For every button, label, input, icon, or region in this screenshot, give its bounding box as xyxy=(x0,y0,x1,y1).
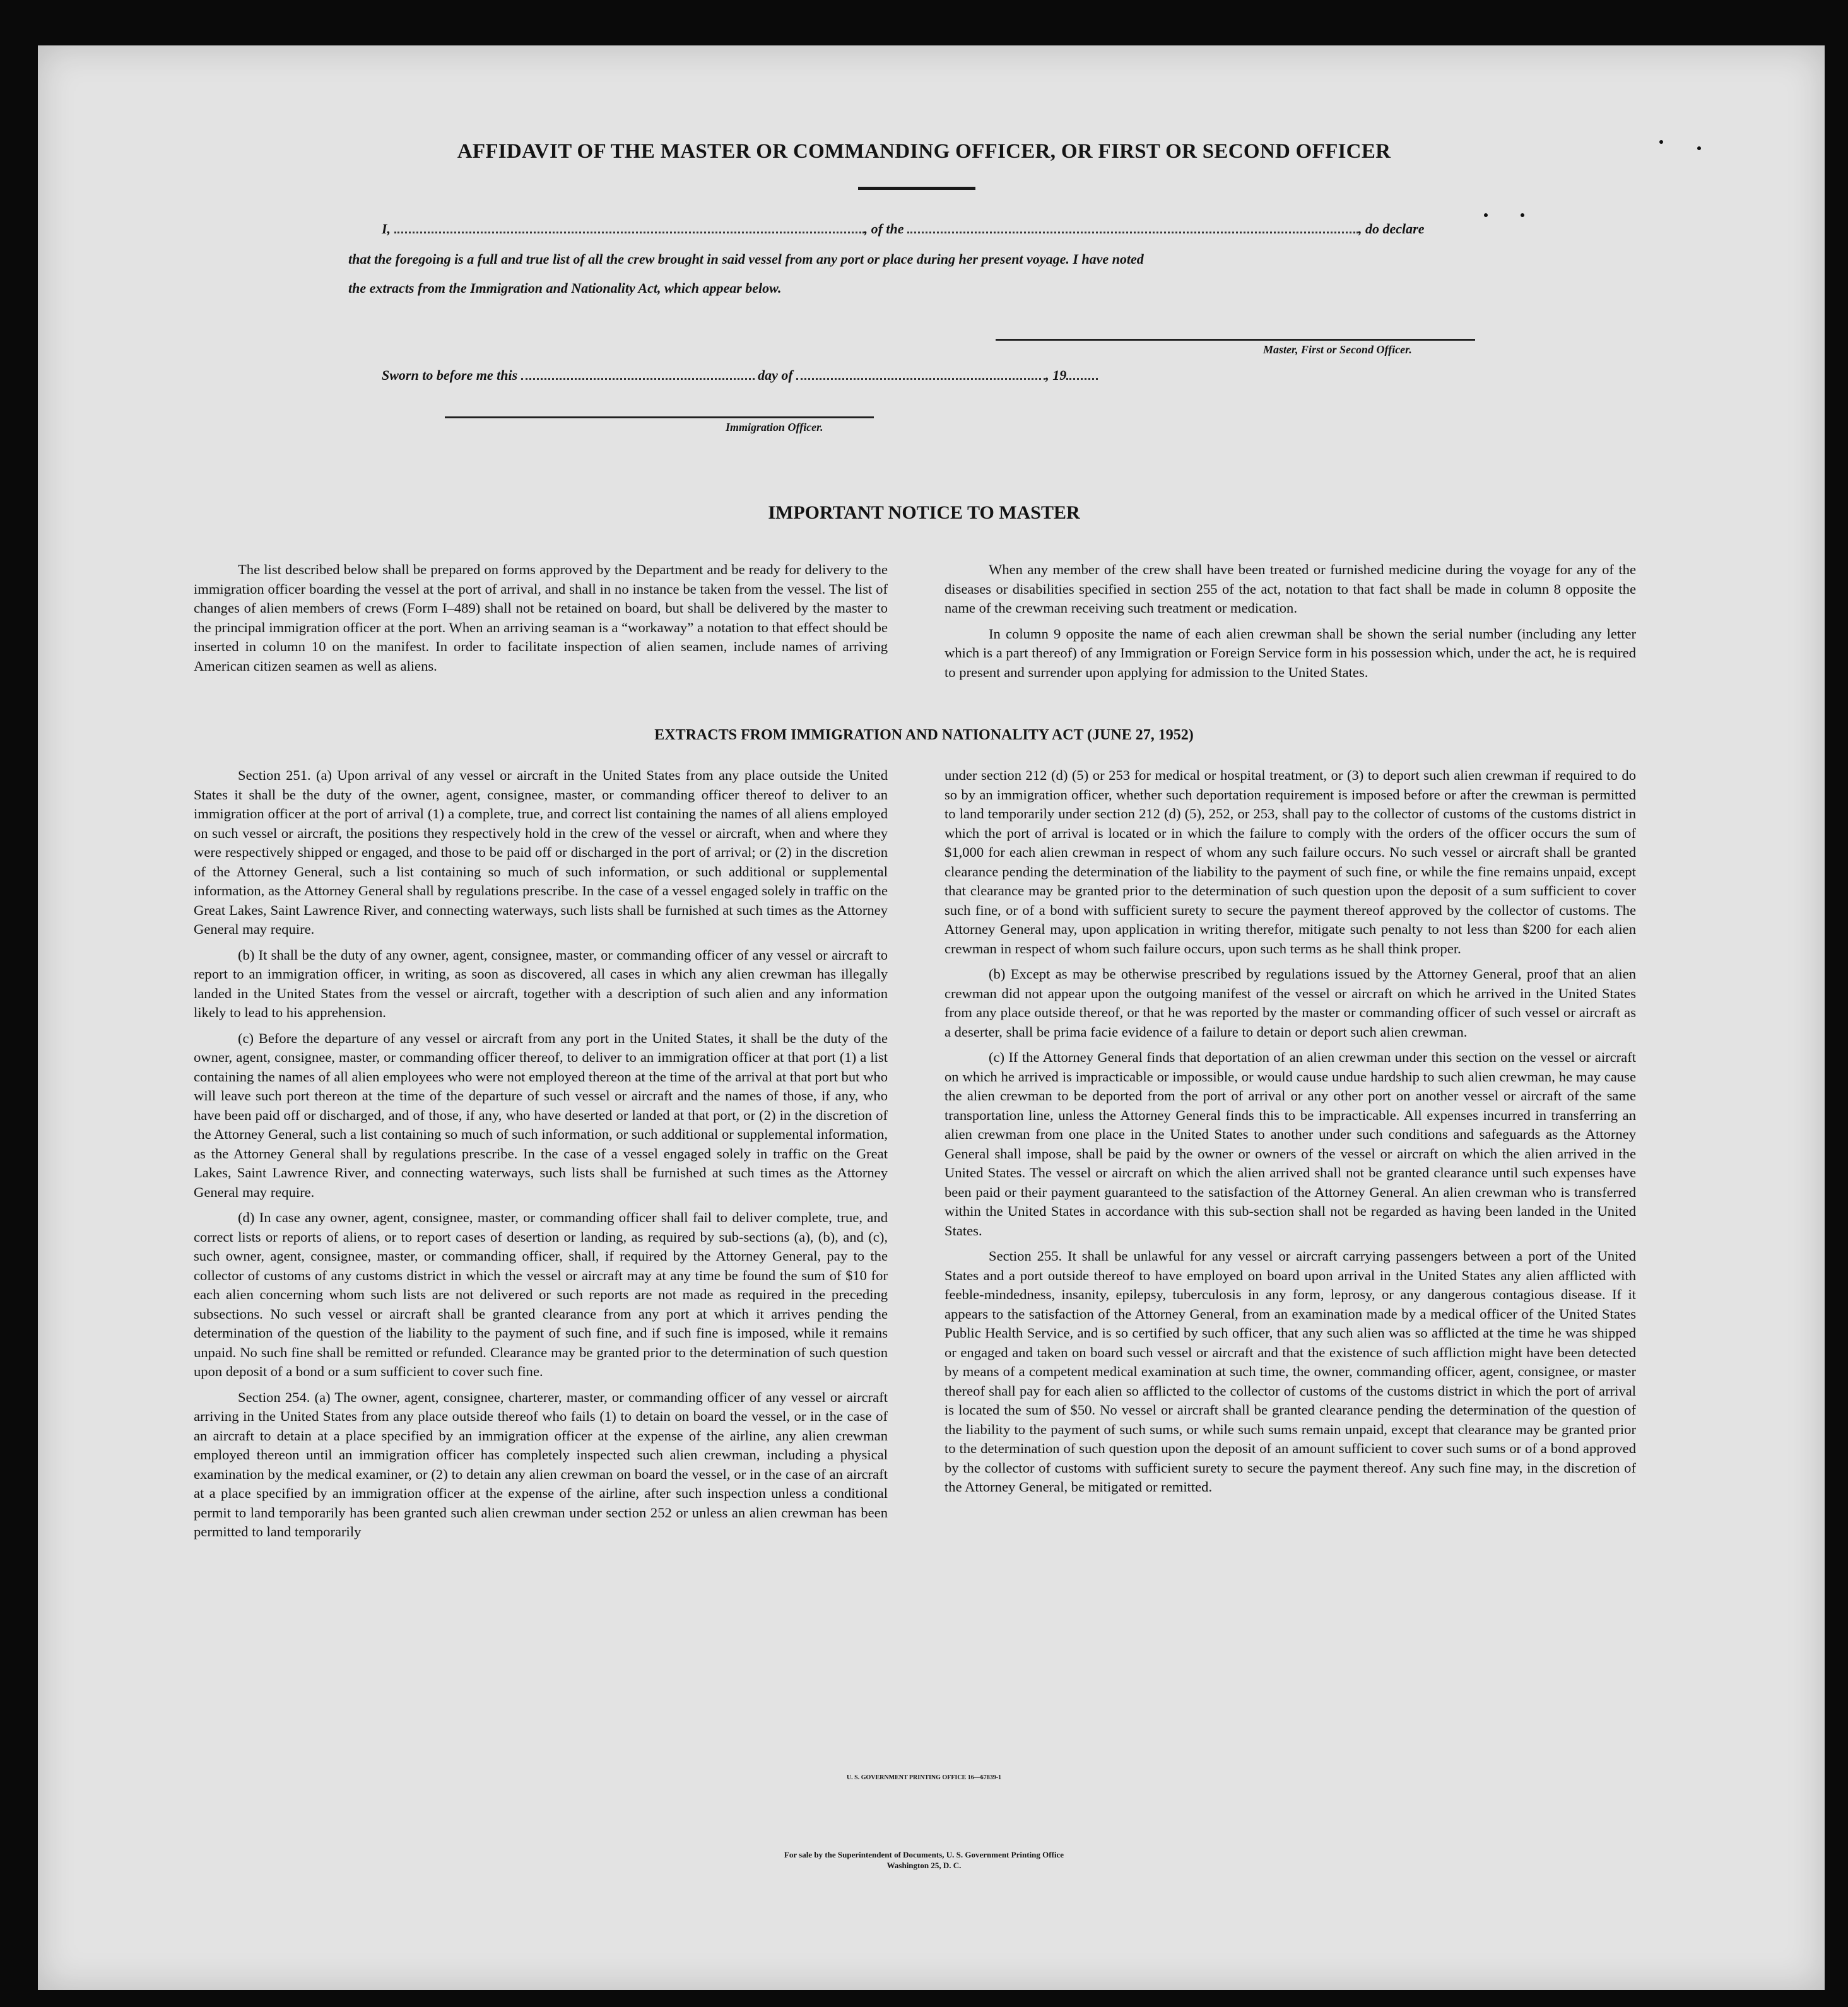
section-251-c: (c) Before the departure of any vessel or aircraft from any port in the United States, it shall be the duty of the owner, agent, consignee, master, or commanding officer thereof, to deliver to an immigration officer at that port (1) a list containing the names of all alien employees who were not employed thereon at the time of the arrival at that port but who will leave such port thereon at the time of the departure of such vessel or aircraft and the names of those, if any, who have been paid off or discharged, and of those, if any, who have deserted or landed at that port, or (2) in the discretion of the Attorney General, such a list containing so much of such information, or such additional or supplemental information, as the Attorney General shall by regulations prescribe. In the case of a vessel engaged solely in traffic on the Great Lakes, Saint Lawrence River, and connecting waterways, such lists shall be furnished at such times as the Attorney General may require. xyxy=(194,1030,888,1200)
sale-notice-line-2: Washington 25, D. C. xyxy=(886,1861,962,1870)
extracts-left-column xyxy=(194,766,888,1548)
extracts-title: EXTRACTS FROM IMMIGRATION AND NATIONALITY ACT (JUNE 27, 1952) xyxy=(654,727,1194,743)
declaration-i: I, xyxy=(382,221,391,237)
section-251-a: Section 251. (a) Upon arrival of any vessel or aircraft in the United States from any place outside the United States it shall be the duty of the owner, agent, consignee, master, or commanding officer thereof to deliver to an immigration officer at the port of arrival (1) a complete, true, and correct list containing the names of all aliens employed on such vessel or aircraft, the positions they respectively hold in the crew of the vessel or aircraft, when and where they were respectively shipped or engaged, and those to be paid off or discharged in the port of arrival; or (2) in the discretion of the Attorney General, such a list containing so much of such information, or such additional or supplemental information, as the Attorney General shall by regulations prescribe. In the case of a vessel engaged solely in traffic on the Great Lakes, Saint Lawrence River, and connecting waterways, such lists shall be furnished at such times as the Attorney General may require. xyxy=(194,767,888,937)
section-251-d: (d) In case any owner, agent, consignee, master, or commanding officer shall fail to deliver complete, true, and correct lists or reports of aliens, or to report cases of desertion or landing, as required by sub-sections (a), (b), and (c), such owner, agent, consignee, master, or commanding officer, shall, if required by the Attorney General, pay to the collector of customs of any customs district in which the vessel or aircraft may at any time be found the sum of $10 for each alien concerning whom such lists are not delivered or such reports are not made as required in the preceding subsections. No such vessel or aircraft shall be granted clearance from any port at which it arrives pending the determination of the question of the liability to the payment of such fine, and if such fine is imposed, while it remains unpaid. No such fine shall be remitted or refunded. Clearance may be granted prior to the determination of such question upon deposit of a bond or a sum sufficient to cover such fine. xyxy=(194,1209,888,1379)
declaration-line-2: that the foregoing is a full and true list of all the crew brought in said vessel from any port or place during her present voyage. I have noted xyxy=(348,251,1144,267)
year-text: , 19 xyxy=(1045,367,1067,383)
notice-right-paragraph-2: In column 9 opposite the name of each alien crewman shall be shown the serial number (including any letter which is a part thereof) of any Immigration or Foreign Service form in his possession which, under the act, he is required to present and surrender upon applying for admission to the United States. xyxy=(945,625,1636,680)
title-rule xyxy=(858,187,975,190)
notice-left-paragraph: The list described below shall be prepared on forms approved by the Department and be ready for delivery to the immigration officer boarding the vessel at the port of arrival, and shall in no instance be taken from the vessel. The list of changes of alien members of crews (Form I–489) shall not be retained on board, but shall be delivered by the master to the principal immigration officer at the port. When an arriving seaman is a “workaway” a notation to that effect should be inserted in column 10 on the manifest. In order to facilitate inspection of alien seamen, include names of arriving American citizen seamen as well as aliens. xyxy=(194,562,888,674)
master-signature-label: Master, First or Second Officer. xyxy=(1263,343,1412,356)
affidavit-title: AFFIDAVIT OF THE MASTER OR COMMANDING OFFICER, OR FIRST OR SECOND OFFICER xyxy=(457,140,1391,163)
ink-speck xyxy=(1484,213,1488,217)
notice-right-column xyxy=(945,560,1636,688)
notice-right-paragraph-1: When any member of the crew shall have been treated or furnished medicine during the voyage for any of the diseases or disabilities specified in section 255 of the act, notation to that fact shall be made in column 8 opposite the name of the crewman receiving such treatment or medication. xyxy=(945,562,1636,616)
sale-notice xyxy=(0,1849,1848,1871)
master-signature-line[interactable] xyxy=(996,339,1475,341)
day-of-text: day of xyxy=(758,367,793,383)
sworn-day-blank[interactable] xyxy=(521,368,755,380)
sworn-text: Sworn to before me this xyxy=(382,367,518,383)
section-254-a: Section 254. (a) The owner, agent, consignee, charterer, master, or commanding officer of any vessel or aircraft arriving in the United States from any place outside thereof who fails (1) to detain on board the vessel, or in the case of an aircraft to detain at a place specified by an immigration officer at the expense of the airline, any alien crewman employed thereon until an immigration officer has completely inspected such alien crewman, including a physical examination by the medical examiner, or (2) to detain any alien crewman on board the vessel, or in the case of an aircraft at a place specified by an immigration officer at the expense of the airline, after such inspection unless a conditional permit to land temporarily has been granted such alien crewman under section 252 or unless an alien crewman has been permitted to land temporarily xyxy=(194,1389,888,1539)
sworn-year-blank[interactable] xyxy=(1066,368,1098,380)
vessel-blank[interactable] xyxy=(907,221,1358,233)
extracts-right-column xyxy=(945,766,1636,1504)
declaration-line-3: the extracts from the Immigration and Nationality Act, which appear below. xyxy=(348,280,782,296)
section-254-c: (c) If the Attorney General finds that deportation of an alien crewman under this section on the vessel or aircraft on which he arrived is impracticable or impossible, or would cause undue hardship to such alien crewman, he may cause the alien crewman to be deported from the port of arrival or any other port on another vessel or aircraft of the same transportation line, unless the Attorney General finds this to be impracticable. All expenses incurred in transferring an alien crewman from one place in the United States to another under such conditions and safeguards as the Attorney General shall impose, shall be paid by the owner or owners of the vessel or aircraft on which the alien arrived in the United States. The vessel or aircraft on which the alien arrived shall not be granted clearance until such expenses have been paid or their payment guaranteed to the satisfaction of the Attorney General. An alien crewman who is transferred within the United States in accordance with this sub-section shall not be regarded as having been landed in the United States. xyxy=(945,1049,1636,1239)
declaration-do-declare: , do declare xyxy=(1358,221,1425,237)
ink-speck xyxy=(1521,213,1524,217)
section-255: Section 255. It shall be unlawful for any vessel or aircraft carrying passengers between a port of the United States and a port outside thereof to have employed on board upon arrival in the United States any alien afflicted with feeble-mindedness, insanity, epilepsy, tuberculosis in any form, leprosy, or any dangerous contagious disease. If it appears to the satisfaction of the Attorney General, from an examination made by a medical officer of the United States Public Health Service, and is so certified by such officer, that any such alien was so afflicted at the time he was shipped or engaged and taken on board such vessel or aircraft and that the existence of such affliction might have been detected by means of a competent medical examination at such time, the owner, commanding officer, agent, consignee, or master thereof shall pay for each alien so afflicted to the collector of customs of the customs district in which the port of arrival is located the sum of $50. No vessel or aircraft shall be granted clearance pending the determination of the question of the liability to the payment of such sums, or while such sums remain unpaid, except that clearance may be granted prior to the determination of such question upon the deposit of an amount sufficient to cover such sums or of a bond approved by the collector of customs with sufficient surety to secure the payment thereof. Any such fine may, in the discretion of the Attorney General, be mitigated or remitted. xyxy=(945,1248,1636,1495)
section-254-b: (b) Except as may be otherwise prescribed by regulations issued by the Attorney General, proof that an alien crewman did not appear upon the outgoing manifest of the vessel or aircraft on which he arrived in the United States from any place outside thereof, or that he was reported by the master or commanding officer of such vessel or aircraft as a deserter, shall be prima facie evidence of a failure to detain or deport such alien crewman. xyxy=(945,966,1636,1040)
sworn-month-blank[interactable] xyxy=(796,368,1045,380)
notice-left-column xyxy=(194,560,888,682)
declaration-line-1 xyxy=(382,221,1492,237)
sale-notice-line-1: For sale by the Superintendent of Documents, U. S. Government Printing Office xyxy=(784,1850,1064,1859)
ink-speck xyxy=(1659,140,1663,144)
printing-office-line: U. S. GOVERNMENT PRINTING OFFICE 16—67839-1 xyxy=(846,1774,1002,1781)
declaration-of-the: , of the xyxy=(864,221,904,237)
sworn-line xyxy=(382,367,1098,384)
officer-signature-label: Immigration Officer. xyxy=(726,421,823,433)
section-251-b: (b) It shall be the duty of any owner, agent, consignee, master, or commanding officer of any vessel or aircraft to report to an immigration officer, in writing, as soon as discovered, all cases in which any alien crewman has illegally landed in the United States from the vessel or aircraft, together with a description of such alien and any information likely to lead to his apprehension. xyxy=(194,946,888,1020)
name-blank[interactable] xyxy=(394,221,864,233)
ink-speck xyxy=(1697,146,1701,150)
section-254-a-continued: under section 212 (d) (5) or 253 for medical or hospital treatment, or (3) to deport such alien crewman if required to do so by an immigration officer, whether such deportation requirement is imposed before or after the crewman is permitted to land temporarily under section 212 (d) (5), 252, or 253, shall pay to the collector of customs of the customs district in which the port of arrival is located or in which the failure to comply with the orders of the officer occurs the sum of $1,000 for each alien crewman in respect of whom any such failure occurs. No such vessel or aircraft shall be granted clearance pending the determination of the liability to the payment of such fine, or while the fine remains unpaid, except that clearance may be granted prior to the determination of such question upon the deposit of a sum sufficient to cover such fine, or of a bond with sufficient surety to secure the payment thereof approved by the collector of customs. The Attorney General may, upon application in writing therefor, mitigate such penalty to not less than $200 for each alien crewman in respect of whom such failure occurs, upon such terms as he shall think proper. xyxy=(945,767,1636,956)
officer-signature-line[interactable] xyxy=(445,416,874,418)
notice-title: IMPORTANT NOTICE TO MASTER xyxy=(768,502,1080,523)
